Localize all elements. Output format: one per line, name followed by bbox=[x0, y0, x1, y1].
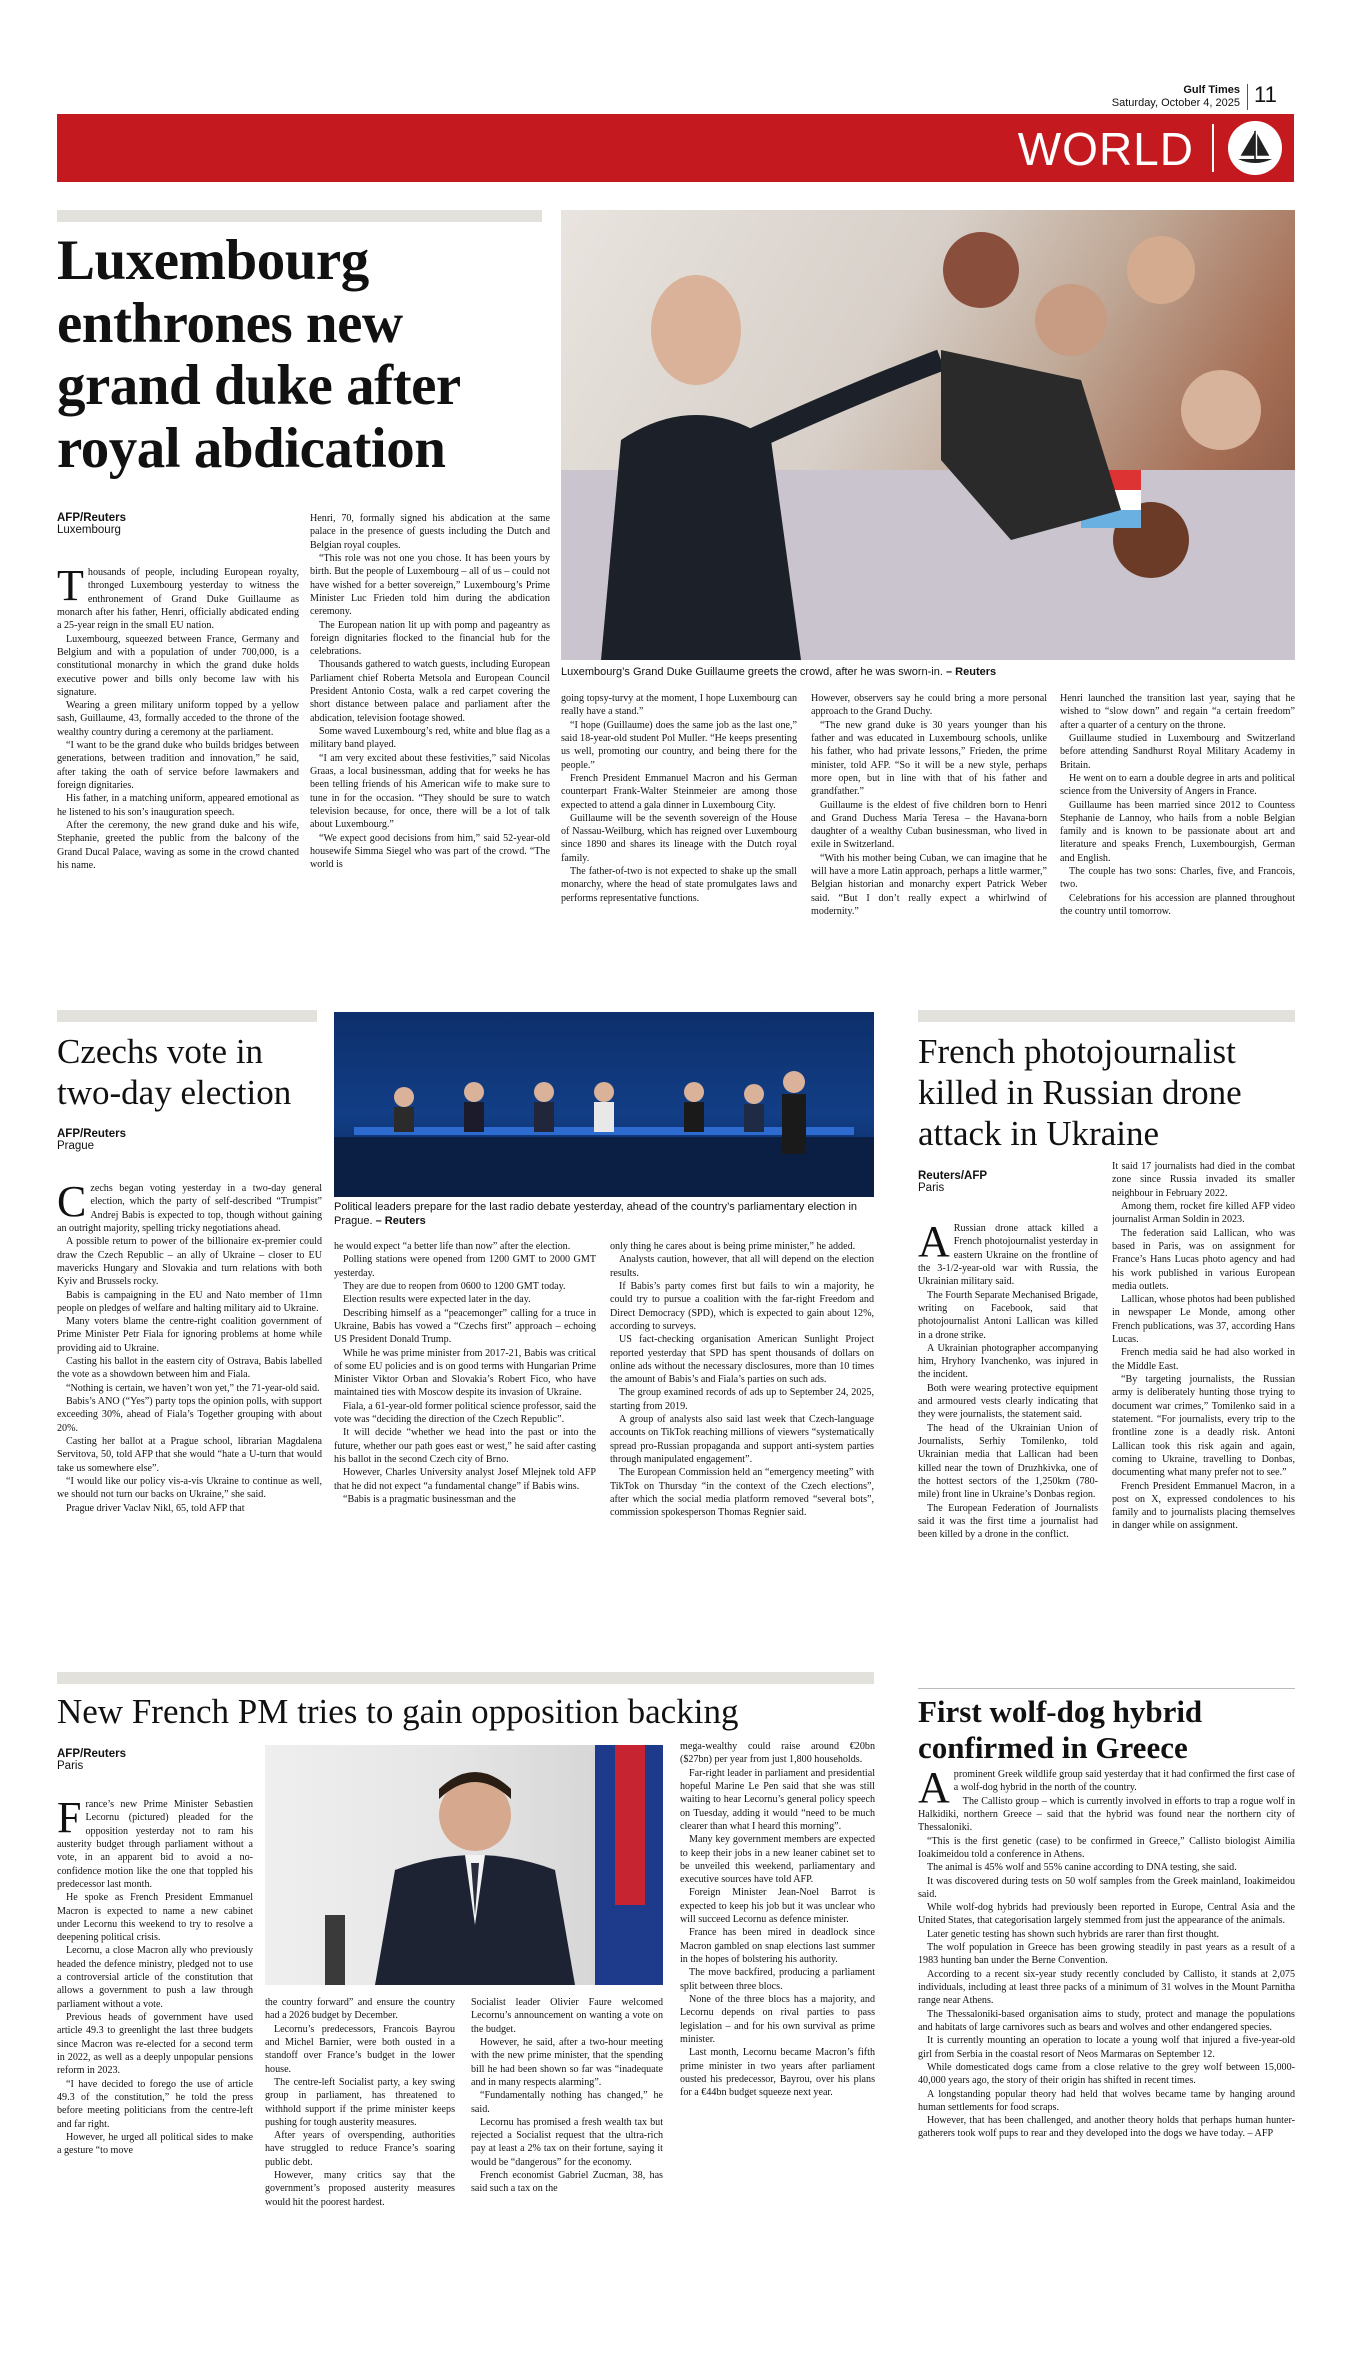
paragraph: he would expect “a better life than now” after the election. bbox=[334, 1241, 571, 1252]
paragraph: A group of analysts also said last week that Czech-language accounts on TikTok reaching millions of viewers “systematically spread pro-Russian propaganda and support anti-system parties through manipulated engagement”. bbox=[610, 1414, 874, 1465]
paragraph: Later genetic testing has shown such hybrids are rarer than first thought. bbox=[927, 1928, 1220, 1940]
dropcap-letter: F bbox=[57, 1798, 82, 1842]
paragraph: It was discovered during tests on 50 wolf samples from the Greek mainland, Ioakimeidou said. bbox=[918, 1875, 1295, 1900]
paragraph: rance’s new Prime Minister Sebastien Lecornu (pictured) pleaded for the opposition yesterday not to ram his austerity budget through parliament without a vote, in an apparent bid to avoid a no-confidence motion like the one that toppled his predecessor last month. bbox=[57, 1799, 253, 1890]
paragraph: However, he said, after a two-hour meeting with the new prime minister, that the spending bill he had been shown so far was “inadequate and in many respects alarming”. bbox=[471, 2036, 663, 2088]
story2-column-2 bbox=[334, 1240, 596, 1662]
masthead-paper-name: Gulf Times bbox=[1183, 84, 1240, 96]
paragraph: A Ukrainian photographer accompanying him, Hryhory Ivanchenko, was injured in the incident. bbox=[918, 1342, 1098, 1381]
paragraph: Fiala, a 61-year-old former political science professor, said the vote was “deciding the direction of the Czech Republic”. bbox=[334, 1400, 596, 1426]
story2-topbar bbox=[57, 1010, 317, 1022]
masthead-date: Saturday, October 4, 2025 bbox=[1111, 97, 1240, 109]
paragraph: Foreign Minister Jean-Noel Barrot is expected to keep his job but it was unclear who will succeed Lecornu as defence minister. bbox=[680, 1887, 875, 1926]
byline-agency: Reuters/AFP bbox=[918, 1170, 988, 1182]
byline-place: Paris bbox=[57, 1760, 84, 1772]
story4-topbar bbox=[57, 1672, 874, 1684]
paragraph: His father, in a matching uniform, appeared emotional as he listened to his son’s inauguration speech. bbox=[57, 793, 299, 818]
story3-headline: French photojournalist killed in Russian drone attack in Ukraine bbox=[918, 1032, 1242, 1153]
paragraph: Luxembourg, squeezed between France, Germany and Belgium and with a population of under 700,000, is a constitutional monarchy in which the grand duke holds executive power and bills only become law with his signature. bbox=[57, 633, 299, 698]
dropcap-letter: C bbox=[57, 1182, 87, 1226]
paragraph: “This role was not one you chose. It has been yours by birth. But the people of Luxembourg – all of us – could not have wished for a better sovereign,” Luxembourg’s Prime Minister Luc Frieden told him during the abdication ceremony. bbox=[310, 552, 550, 618]
paragraph: Thousands gathered to watch guests, including European Parliament chief Roberta Metsola and European Council President Antonio Costa, walk a red carpet covering the short distance between palace and parliament after the abdication, television footage showed. bbox=[310, 659, 550, 724]
paragraph: The European Commission held an “emergency meeting” with TikTok on Thursday “in the context of the Czech elections”, after which the social media platform removed “several bots”, commission spokesperson Thomas Regnier said. bbox=[610, 1467, 874, 1519]
paragraph: Lecornu has promised a fresh wealth tax but rejected a Socialist request that the ultra-rich pay at least a 2% tax on their fortune, saying it would be “dangerous” for the economy. bbox=[471, 2116, 663, 2168]
paragraph: Both were wearing protective equipment and armoured vests clearly indicating that they were journalists, the statement said. bbox=[918, 1382, 1098, 1421]
caption-credit: – Reuters bbox=[946, 666, 997, 678]
story1-lede bbox=[57, 566, 299, 633]
story1-byline bbox=[57, 512, 126, 536]
paragraph: Celebrations for his accession are planned throughout the country until tomorrow. bbox=[1060, 892, 1295, 917]
story4-column-2 bbox=[265, 1996, 455, 2338]
paragraph: “I would like our policy vis-a-vis Ukraine to continue as well, we should not turn our backs on Ukraine,” she said. bbox=[57, 1475, 322, 1501]
paragraph: Last month, Lecornu became Macron’s fifth prime minister in two years after parliament ousted his predecessor, Bayrou, over his plans for a €44bn budget squeeze next year. bbox=[680, 2047, 875, 2099]
paragraph: The group examined records of ads up to September 24, 2025, starting from 2019. bbox=[610, 1387, 874, 1412]
paragraph: After the ceremony, the new grand duke and his wife, Stephanie, greeted the public from the balcony of the Grand Ducal Palace, waving as some in the crowd chanted his name. bbox=[57, 819, 299, 871]
paragraph: Babis is campaigning in the EU and Nato member of 11mn people on pledges of welfare and halting military aid to Ukraine. bbox=[57, 1289, 322, 1314]
paragraph: Polling stations were opened from 1200 GMT to 2000 GMT yesterday. bbox=[334, 1254, 596, 1279]
story1-column-4 bbox=[811, 692, 1047, 1022]
paragraph: While wolf-dog hybrids had previously been reported in Europe, Central Asia and the United States, that categorisation largely stemmed from just the appearance of the animals. bbox=[918, 1902, 1295, 1927]
paragraph: Casting her ballot at a Prague school, librarian Magdalena Servitova, 50, told AFP that she would “hate a U-turn that would take us somewhere else”. bbox=[57, 1435, 322, 1474]
caption-text: Luxembourg’s Grand Duke Guillaume greets the crowd, after he was sworn-in. bbox=[561, 666, 943, 678]
paragraph: Some waved Luxembourg’s red, white and blue flag as a military band played. bbox=[310, 726, 550, 751]
paragraph: Describing himself as a “peacemonger” calling for a truce in Ukraine, Babis has vowed a “Czechs first” approach – echoing US President Donald Trump. bbox=[334, 1307, 596, 1346]
paragraph: “Fundamentally nothing has changed,” he said. bbox=[471, 2090, 663, 2115]
story5-column-1 bbox=[918, 1768, 1295, 2338]
byline-agency: AFP/Reuters bbox=[57, 1128, 127, 1140]
dropcap-letter: A bbox=[918, 1768, 950, 1812]
paragraph: After years of overspending, authorities have struggled to reduce France’s soaring public debt. bbox=[265, 2130, 455, 2168]
paragraph: It will decide “whether we head into the past or into the future, whether our path goes east or west,” he said after casting his ballot in the second Czech city of Brno. bbox=[334, 1427, 596, 1465]
paragraph: The wolf population in Greece has been growing steadily in past years as a result of a 1983 hunting ban under the Berne Convention. bbox=[918, 1942, 1295, 1967]
story4-headline: New French PM tries to gain opposition backing bbox=[57, 1692, 739, 1731]
paragraph: mega-wealthy could raise around €20bn ($27bn) per year from just 1,800 households. bbox=[680, 1741, 875, 1766]
paragraph: “The new grand duke is 30 years younger than his father and was educated in Luxembourg schools, unlike his father, who had private lessons,” Frieden, the prime minister, told AFP. “So it will be a new style, perhaps more open, but in line with that of his father and grandfather.” bbox=[811, 719, 1047, 798]
paragraph: However, that has been challenged, and another theory holds that perhaps human hunter-gatherers took wolf pups to rear and they developed into the dogs we have today. – AFP bbox=[918, 2115, 1295, 2140]
paragraph: “With his mother being Cuban, we can imagine that he will have a more Latin approach, perhaps a little warmer,” Belgian historian and monarchy expert Patrick Weber said. “But I don’t really expect a whirlwind of modernity.” bbox=[811, 852, 1047, 917]
paragraph: prominent Greek wildlife group said yesterday that it had confirmed the first case of a wolf-dog hybrid in the north of the country. bbox=[953, 1769, 1295, 1794]
paragraph: Many key government members are expected to keep their jobs in a new leaner cabinet set to be unveiled this weekend, parliamentary and executive sources have told AFP. bbox=[680, 1834, 875, 1886]
paragraph: “I am very excited about these festivities,” said Nicolas Graas, a local businessman, adding that for weeks he has been telling friends of his American wife to make sure to tune in for the occasion. “They should be sure to watch television because, for once, there will be a lot of talk about Luxembourg.” bbox=[310, 752, 550, 831]
section-title: WORLD bbox=[1017, 123, 1194, 175]
section-divider bbox=[1212, 124, 1214, 172]
paragraph: He spoke as French President Emmanuel Macron is expected to name a new cabinet under Lecornu this weekend to try to resolve a deepening political crisis. bbox=[57, 1892, 253, 1944]
paragraph: None of the three blocs has a majority, and Lecornu depends on rival parties to pass legislation – and for his own survival as prime minister. bbox=[680, 1993, 875, 2045]
paragraph: While he was prime minister from 2017-21, Babis was critical of some EU policies and is on good terms with Hungarian Prime Minister Viktor Orban and Slovakia’s Robert Fico, who have maintained ties with Moscow despite its invasion of Ukraine. bbox=[334, 1347, 596, 1399]
dhow-boat-icon bbox=[1228, 121, 1282, 175]
paragraph: “By targeting journalists, the Russian army is deliberately hunting those trying to document war crimes,” Tomilenko said in a statement. “For journalists, every trip to the frontline zone is a deadly risk. Antoni Lallican took this risk again and again, coming to Ukraine, travelling to Donbas, documenting what many prefer not to see.” bbox=[1112, 1374, 1295, 1479]
story3-byline bbox=[918, 1170, 987, 1194]
paragraph: Analysts caution, however, that all will depend on the election results. bbox=[610, 1254, 874, 1279]
paragraph: “We expect good decisions from him,” said 52-year-old housewife Simma Siegel who was part of the crowd. “The world is bbox=[310, 832, 550, 871]
paragraph: According to a recent six-year study recently concluded by Callisto, it stands at 2,075 individuals, including at least three packs of a minimum of 31 wolves in the Mount Parnitha range near Athens. bbox=[918, 1968, 1295, 2007]
paragraph: only thing he cares about is being prime minister,” he added. bbox=[610, 1241, 856, 1252]
story1-column-3 bbox=[561, 692, 797, 1022]
paragraph: French economist Gabriel Zucman, 38, has said such a tax on the bbox=[471, 2170, 663, 2195]
paragraph: “I want to be the grand duke who builds bridges between generations, between tradition and innovation,” he said, after taking the oath of service before lawmakers and foreign dignitaries. bbox=[57, 740, 299, 791]
dropcap-letter: T bbox=[57, 566, 84, 610]
paragraph: “This is the first genetic (case) to be confirmed in Greece,” Callisto biologist Aimilia Ioakimeidou told a conference in Athens. bbox=[918, 1835, 1295, 1860]
paragraph: A possible return to power of the billionaire ex-premier could draw the Czech Republic – an ally of Ukraine – closer to EU mavericks Hungary and Slovakia and turn relations with both Kyiv and Brussels rocky. bbox=[57, 1236, 322, 1288]
paragraph: Socialist leader Olivier Faure welcomed Lecornu’s announcement on wanting a vote on the budget. bbox=[471, 1997, 663, 2035]
paragraph: Lecornu, a close Macron ally who previously headed the defence ministry, pledged not to use a controversial article of the constitution that allows a government to push a law through parliament without a vote. bbox=[57, 1945, 253, 2010]
story4-lede bbox=[57, 1798, 253, 1891]
caption-credit: – Reuters bbox=[375, 1215, 426, 1228]
story1-photo bbox=[561, 210, 1295, 660]
paragraph: It is currently mounting an operation to locate a young wolf that injured a five-year-old girl from Serbia in the coastal resort of Neos Marmaras on September 12. bbox=[918, 2035, 1295, 2060]
paragraph: The move backfired, producing a parliament split between three blocs. bbox=[680, 1967, 875, 1992]
paragraph: It said 17 journalists had died in the combat zone since Russia invaded its smaller neighbour in February 2022. bbox=[1112, 1161, 1295, 1199]
paragraph: Lallican, whose photos had been published in newspaper Le Monde, among other French publications, was 37, according Hans Lucas. bbox=[1112, 1294, 1295, 1346]
paragraph: Babis’s ANO (“Yes”) party tops the opinion polls, with support exceeding 30%, ahead of Fiala’s Together grouping with about 20%. bbox=[57, 1396, 322, 1434]
paragraph: He went on to earn a double degree in arts and political science from the University of Angers in France. bbox=[1060, 772, 1295, 798]
caption-text: Political leaders prepare for the last radio debate yesterday, ahead of the country’s parliamentary election in Prague. bbox=[334, 1201, 858, 1228]
story3-lede bbox=[918, 1222, 1098, 1289]
paragraph: Far-right leader in parliament and presidential hopeful Marine Le Pen said that she was still waiting to hear Lecornu’s general policy speech on Tuesday, adding it would “need to be much clearer than what I heard this morning”. bbox=[680, 1767, 875, 1832]
paragraph: The European nation lit up with pomp and pageantry as foreign dignitaries flocked to the financial hub for the celebrations. bbox=[310, 619, 550, 658]
paragraph: The European Federation of Journalists said it was the first time a journalist had been killed by a drone in the conflict. bbox=[918, 1502, 1098, 1541]
paragraph: The animal is 45% wolf and 55% canine according to DNA testing, she said. bbox=[927, 1862, 1237, 1874]
byline-place: Paris bbox=[918, 1182, 945, 1194]
paragraph: However, Charles University analyst Josef Mlejnek told AFP that he did not expect “a fundamental change” if Babis wins. bbox=[334, 1467, 596, 1492]
story4-column-3 bbox=[471, 1996, 663, 2338]
byline-place: Luxembourg bbox=[57, 524, 121, 536]
paragraph: Many voters blame the centre-right coalition government of Prime Minister Petr Fiala for ignoring problems at home while providing aid to Ukraine. bbox=[57, 1316, 322, 1354]
story5-topline bbox=[918, 1688, 1295, 1689]
page-number: 11 bbox=[1254, 82, 1277, 107]
story2-byline bbox=[57, 1128, 126, 1152]
byline-place: Prague bbox=[57, 1140, 95, 1152]
paragraph: Guillaume has been married since 2012 to Countess Stephanie de Lannoy, who hails from a noble Belgian family and is known to be passionate about art and literature and speaks French, Luxembourgish, German and English. bbox=[1060, 799, 1295, 864]
paragraph: However, many critics say that the government’s proposed austerity measures would hit the poorest hardest. bbox=[265, 2170, 455, 2208]
paragraph: The federation said Lallican, who was based in Paris, was on assignment for France’s Hans Lucas photo agency and had his work published in various European media outlets. bbox=[1112, 1227, 1295, 1292]
paragraph: The Callisto group – which is currently involved in efforts to trap a rogue wolf in Halkidiki, northern Greece – said that the hybrid was found near the northern city of Thessaloniki. bbox=[918, 1795, 1295, 1834]
paragraph: The Fourth Separate Mechanised Brigade, writing on Facebook, said that photojournalist Antoni Lallican was killed in a drone strike. bbox=[918, 1289, 1098, 1341]
paragraph: Henri launched the transition last year, saying that he wished to “slow down” and regain “a certain freedom” after a quarter of a century on the throne. bbox=[1060, 693, 1295, 731]
paragraph: They are due to reopen from 0600 to 1200 GMT today. bbox=[343, 1280, 566, 1292]
paragraph: the country forward” and ensure the country had a 2026 budget by December. bbox=[265, 1997, 455, 2022]
story3-topbar bbox=[918, 1010, 1295, 1022]
dropcap-letter: A bbox=[918, 1222, 950, 1266]
story1-topbar bbox=[57, 210, 542, 222]
byline-agency: AFP/Reuters bbox=[57, 1748, 127, 1760]
paragraph: Election results were expected later in the day. bbox=[343, 1294, 531, 1306]
paragraph: “Nothing is certain, we haven’t won yet,” the 71-year-old said. bbox=[66, 1382, 320, 1394]
paragraph: The father-of-two is not expected to shake up the small monarchy, where the head of state promulgates laws and performs representative functions. bbox=[561, 866, 797, 904]
paragraph: Guillaume is the eldest of five children born to Henri and Grand Duchess Maria Teresa – the Havana-born daughter of a wealthy Cuban businessman, who lived in exile in Switzerland. bbox=[811, 799, 1047, 851]
paragraph: Henri, 70, formally signed his abdication at the same palace in the presence of guests including the Dutch and Belgian royal couples. bbox=[310, 513, 550, 551]
paragraph: Guillaume will be the seventh sovereign of the House of Nassau-Weilburg, which has reigned over Luxembourg since 1890 and shares its lineage with the Dutch royal family. bbox=[561, 812, 797, 864]
paragraph: French President Emmanuel Macron, in a post on X, expressed condolences to his family and to journalists placing themselves in danger while on assignment. bbox=[1112, 1480, 1295, 1532]
story2-caption bbox=[334, 1200, 874, 1229]
story4-byline bbox=[57, 1748, 126, 1772]
story1-column-5 bbox=[1060, 692, 1295, 1022]
paragraph: If Babis’s party comes first but fails to win a majority, he could try to pursue a coalition with the far-right Freedom and Direct Democracy (SPD), which is expected to gain about 12%, according to surveys. bbox=[610, 1280, 874, 1332]
story4-column-4 bbox=[680, 1740, 875, 2338]
paragraph: “I have decided to forego the use of article 49.3 of the constitution,” he told the press before meeting politicians from the centre-left and far right. bbox=[57, 2078, 253, 2130]
paragraph: The head of the Ukrainian Union of Journalists, Serhiy Tomilenko, told Ukrainian media that Lallican had been killed near the town of Druzhkivka, one of the hottest sectors of the 1,250km (780-mile) front line in Ukraine’s Donbas region. bbox=[918, 1422, 1098, 1501]
paragraph: Russian drone attack killed a French photojournalist yesterday in eastern Ukraine on the frontline of the 3-1/2-year-old war with Russia, the Ukrainian military said. bbox=[918, 1223, 1098, 1288]
paragraph: Casting his ballot in the eastern city of Ostrava, Babis labelled the vote as a showdown between him and Fiala. bbox=[57, 1356, 322, 1381]
story2-column-1 bbox=[57, 1182, 322, 1662]
story2-photo bbox=[334, 1012, 874, 1197]
paragraph: The Thessaloniki-based organisation aims to study, protect and manage the populations and habitats of large carnivores such as bears and wolves and other endangered species. bbox=[918, 2008, 1295, 2033]
section-banner bbox=[57, 114, 1294, 182]
story1-headline: Luxembourg enthrones new grand duke after royal abdication bbox=[57, 229, 460, 481]
paragraph: Prague driver Vaclav Nikl, 65, told AFP that bbox=[66, 1502, 245, 1514]
paragraph: The couple has two sons: Charles, five, and Francois, two. bbox=[1060, 866, 1295, 891]
paragraph: France has been mired in deadlock since Macron gambled on snap elections last summer in the hopes of bolstering his authority. bbox=[680, 1927, 875, 1965]
paragraph: Among them, rocket fire killed AFP video journalist Arman Soldin in 2023. bbox=[1112, 1200, 1295, 1226]
story4-column-1 bbox=[57, 1798, 253, 2338]
story5-lede bbox=[918, 1768, 1295, 1812]
masthead-divider bbox=[1247, 84, 1248, 110]
story2-lede bbox=[57, 1182, 322, 1235]
story1-column-2 bbox=[310, 512, 550, 1022]
paragraph: Wearing a green military uniform topped by a yellow sash, Guillaume, 43, formally acceded to the throne of the wealthy country during a ceremony at the parliament. bbox=[57, 700, 299, 738]
story2-column-3 bbox=[610, 1240, 874, 1662]
story1-column-1 bbox=[57, 566, 299, 1021]
story3-column-2 bbox=[1112, 1160, 1295, 1662]
paragraph: French media said he had also worked in the Middle East. bbox=[1112, 1347, 1295, 1372]
paragraph: The centre-left Socialist party, a key swing group in parliament, has threatened to withhold support if the prime minister keeps pushing for tough austerity measures. bbox=[265, 2076, 455, 2128]
paragraph: Guillaume studied in Luxembourg and Switzerland before attending Sandhurst Royal Military Academy in Britain. bbox=[1060, 732, 1295, 771]
paragraph: going topsy-turvy at the moment, I hope Luxembourg can really have a stand.” bbox=[561, 693, 797, 718]
paragraph: Previous heads of government have used article 49.3 to greenlight the last three budgets since Macron was re-elected for a second term in 2022, as well as a deeply unpopular pensions reform in 2023. bbox=[57, 2012, 253, 2077]
paragraph: “I hope (Guillaume) does the same job as the last one,” said 18-year-old student Pol Muller. “He keeps presenting us well, promoting our country, and being there for the people.” bbox=[561, 719, 797, 771]
story1-caption bbox=[561, 665, 1295, 679]
paragraph: A longstanding popular theory had held that wolves became tame by hanging around human settlements for food scraps. bbox=[918, 2088, 1295, 2113]
story2-headline: Czechs vote in two-day election bbox=[57, 1032, 292, 1112]
paragraph: US fact-checking organisation American Sunlight Project reported yesterday that SPD has spent thousands of dollars on online ads without the necessary disclosures, more than 10 times the amount of Babis’s and Fiala’s parties on such ads. bbox=[610, 1334, 874, 1386]
paragraph: Lecornu’s predecessors, Francois Bayrou and Michel Barnier, were both ousted in a standoff over France’s budget in the lower house. bbox=[265, 2023, 455, 2075]
story4-photo bbox=[265, 1745, 663, 1985]
story3-column-1 bbox=[918, 1222, 1098, 1662]
byline-agency: AFP/Reuters bbox=[57, 512, 127, 524]
paragraph: However, observers say he could bring a more personal approach to the Grand Duchy. bbox=[811, 693, 1047, 718]
paragraph: However, he urged all political sides to make a gesture “to move bbox=[57, 2131, 253, 2157]
paragraph: zechs began voting yesterday in a two-day general election, which the party of self-described “Trumpist” Andrej Babis is expected to top, though without gaining an outright majority, spelling tricky negotiations ahead. bbox=[57, 1183, 322, 1234]
story5-headline: First wolf-dog hybrid confirmed in Greece bbox=[918, 1694, 1203, 1765]
paragraph: housands of people, including European royalty, thronged Luxembourg yesterday to witness the enthronement of Grand Duke Guillaume as monarch after his father, Henri, officially abdicated ending a 25-year reign in the small EU nation. bbox=[57, 567, 299, 632]
paragraph: While domesticated dogs came from a close relative to the grey wolf between 15,000-40,000 years ago, the story of their origin has shifted in recent times. bbox=[918, 2061, 1295, 2087]
paragraph: French President Emmanuel Macron and his German counterpart Frank-Walter Steinmeier are among those expected to attend a gala dinner in Luxembourg City. bbox=[561, 772, 797, 811]
paragraph: “Babis is a pragmatic businessman and the bbox=[343, 1493, 516, 1505]
